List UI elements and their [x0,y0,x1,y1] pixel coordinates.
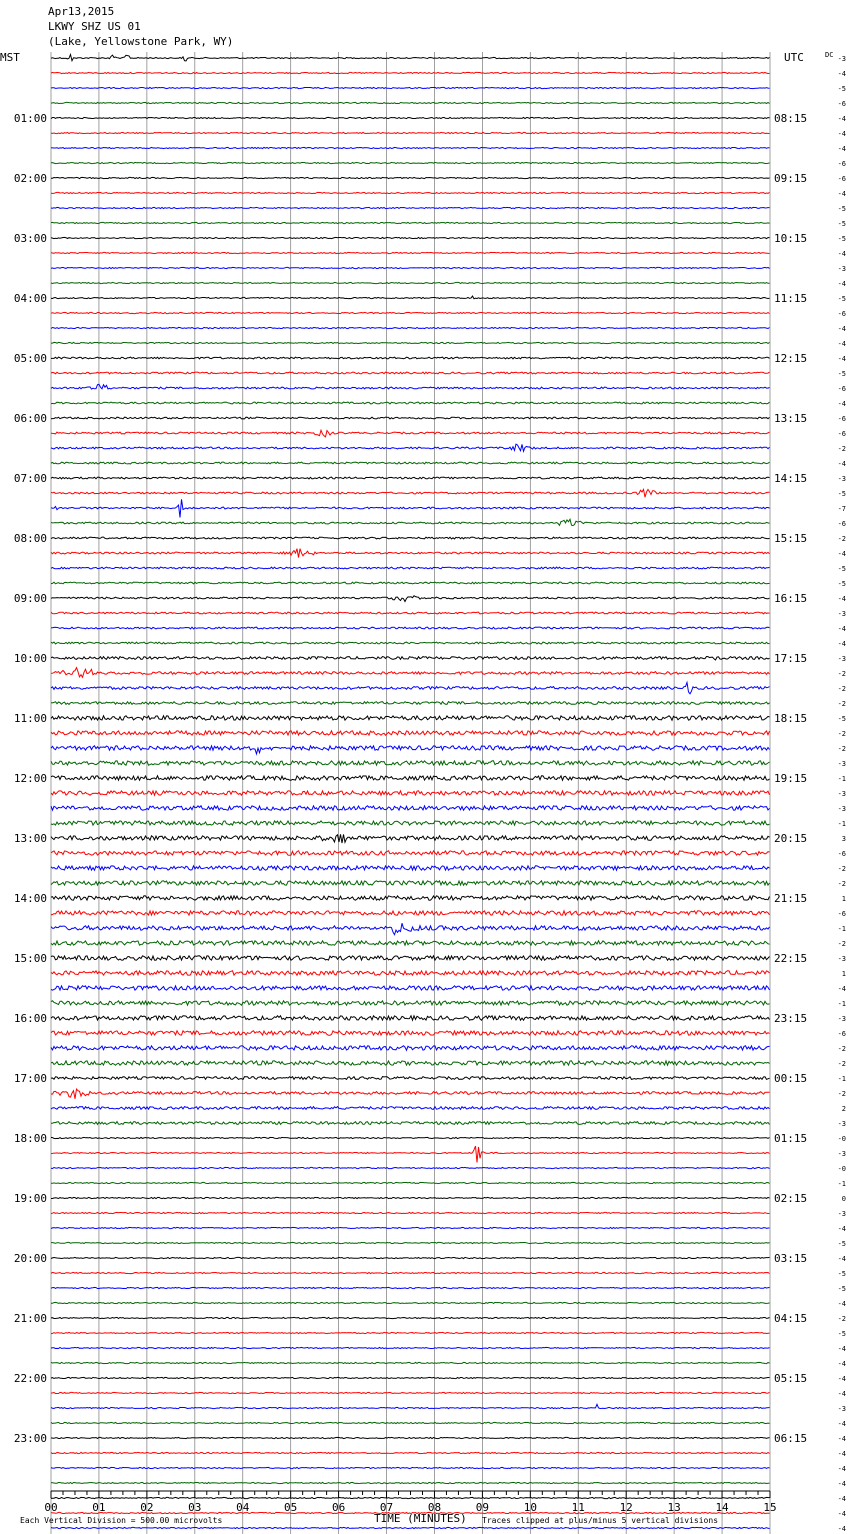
trace-offset-label: -6 [837,910,846,918]
seismic-trace [51,834,770,843]
right-timezone-label: UTC [784,51,804,64]
trace-offset-label: -2 [837,745,846,753]
utc-hour-label: 05:15 [774,1372,808,1385]
utc-hour-label: 10:15 [774,232,808,245]
seismic-trace [51,1332,770,1333]
seismic-trace [51,192,770,193]
trace-offset-label: -3 [837,955,846,963]
trace-offset-label: -2 [837,1045,846,1053]
trace-offset-label: -5 [837,370,846,378]
seismic-trace [51,296,770,299]
seismic-trace [51,519,770,525]
trace-offset-label: -6 [837,850,846,858]
trace-offset-label: -4 [837,625,846,633]
trace-offset-label: -4 [837,1420,846,1428]
trace-offset-label: -4 [837,340,846,348]
trace-offset-label: -4 [837,1525,846,1533]
seismic-trace [51,596,770,602]
trace-offset-label: -0 [837,1135,846,1143]
seismic-trace [51,1077,770,1080]
seismic-trace [51,444,770,451]
trace-offset-label: -2 [837,445,846,453]
trace-offset-label: -1 [837,1000,846,1008]
mst-hour-label: 17:00 [13,1072,47,1085]
header-station: LKWY SHZ US 01 [48,20,141,33]
trace-offset-label: -4 [837,1495,846,1503]
seismic-trace [51,612,770,614]
seismic-trace [51,1422,770,1423]
trace-offset-label: -4 [837,1450,846,1458]
trace-offset-label: -4 [837,145,846,153]
trace-offset-label: -4 [837,1255,846,1263]
seismic-trace [51,477,770,479]
seismic-trace [51,1089,770,1099]
seismic-trace [51,430,770,437]
seismic-trace [51,791,770,795]
trace-offset-label: -5 [837,205,846,213]
mst-hour-label: 03:00 [13,232,47,245]
seismic-trace [51,911,770,915]
trace-offset-label: -3 [837,1210,846,1218]
trace-offset-label: -1 [837,775,846,783]
seismic-trace [51,668,770,678]
seismic-trace [51,549,770,558]
x-tick-label: 14 [715,1501,729,1514]
seismic-trace [51,1182,770,1183]
trace-offset-label: -2 [837,700,846,708]
seismic-trace [51,1452,770,1453]
seismic-trace [51,866,770,870]
seismic-trace [51,207,770,208]
seismic-trace [51,147,770,148]
seismic-trace [51,1122,770,1125]
x-tick-label: 06 [331,1501,346,1514]
seismic-trace [51,402,770,404]
trace-offset-label: -6 [837,520,846,528]
mst-hour-label: 05:00 [13,352,47,365]
trace-offset-label: -5 [837,1330,846,1338]
x-tick-label: 05 [284,1501,298,1514]
seismic-trace [51,489,770,497]
seismic-trace [51,1137,770,1138]
trace-offset-label: -4 [837,115,846,123]
trace-offset-label: -4 [837,355,846,363]
utc-hour-label: 00:15 [774,1072,808,1085]
seismic-trace [51,851,770,855]
mst-hour-label: 13:00 [13,832,47,845]
x-tick-label: 11 [571,1501,585,1514]
trace-offset-label: -4 [837,1375,846,1383]
utc-hour-label: 09:15 [774,172,808,185]
utc-hour-label: 14:15 [774,472,808,485]
seismic-trace [51,1107,770,1110]
seismic-trace [51,267,770,268]
trace-offset-label: -1 [837,1075,846,1083]
mst-hour-label: 07:00 [13,472,47,485]
mst-hour-label: 16:00 [13,1012,47,1025]
header-location: (Lake, Yellowstone Park, WY) [48,35,234,48]
trace-offset-label: -5 [837,490,846,498]
seismic-trace [51,1362,770,1363]
seismic-trace [51,162,770,163]
trace-offset-label: -6 [837,160,846,168]
utc-hour-label: 22:15 [774,952,808,965]
utc-hour-label: 16:15 [774,592,808,605]
seismic-trace [51,1497,770,1498]
mst-hour-label: 04:00 [13,292,47,305]
utc-hour-label: 11:15 [774,292,808,305]
trace-offset-label: -6 [837,310,846,318]
utc-hour-label: 23:15 [774,1012,808,1025]
seismic-trace [51,1167,770,1168]
trace-offset-label: -4 [837,70,846,78]
seismic-trace [51,252,770,253]
trace-offset-label: -4 [837,640,846,648]
utc-hour-label: 15:15 [774,532,808,545]
trace-offset-label: -6 [837,430,846,438]
seismic-trace [51,55,770,61]
seismic-trace [51,384,770,389]
mst-hour-label: 21:00 [13,1312,47,1325]
seismic-trace [51,1227,770,1228]
trace-offset-label: -5 [837,85,846,93]
trace-offset-label: -3 [837,760,846,768]
seismic-trace [51,881,770,885]
trace-offset-label: -6 [837,415,846,423]
footer-clip-note: Traces clipped at plus/minus 5 vertical divisions [482,1516,719,1525]
seismic-trace [51,357,770,359]
mst-hour-label: 14:00 [13,892,47,905]
trace-offset-label: -1 [837,820,846,828]
trace-offset-label: -3 [837,1120,846,1128]
utc-hour-label: 08:15 [774,112,808,125]
seismic-trace [51,1392,770,1393]
x-tick-label: 01 [92,1501,106,1514]
seismic-trace [51,1046,770,1050]
utc-hour-label: 06:15 [774,1432,808,1445]
x-axis-title: TIME (MINUTES) [374,1512,467,1525]
utc-hour-label: 20:15 [774,832,808,845]
seismic-trace [51,1031,770,1035]
seismic-trace [51,1257,770,1258]
trace-offset-label: -2 [837,535,846,543]
x-tick-label: 10 [523,1501,537,1514]
trace-offset-label: -5 [837,220,846,228]
seismic-trace [51,1001,770,1005]
trace-offset-label: -6 [837,175,846,183]
seismic-trace [51,222,770,223]
trace-lines [51,55,770,1534]
trace-offset-label: -3 [837,655,846,663]
trace-offset-label: -4 [837,460,846,468]
trace-offset-label: -2 [837,1090,846,1098]
seismic-trace [51,117,770,118]
mst-hour-label: 01:00 [13,112,47,125]
utc-hour-label: 04:15 [774,1312,808,1325]
seismic-trace [51,986,770,990]
trace-offset-label: -4 [837,325,846,333]
x-tick-label: 03 [188,1501,202,1514]
seismic-trace [51,177,770,178]
seismic-trace [51,731,770,735]
trace-offset-label: 1 [841,895,846,903]
seismic-trace [51,1287,770,1288]
utc-hour-label: 03:15 [774,1252,808,1265]
seismic-trace [51,683,770,694]
seismic-trace [51,132,770,133]
trace-offset-label: -4 [837,250,846,258]
trace-offset-label: -5 [837,1270,846,1278]
utc-hour-label: 13:15 [774,412,808,425]
mst-hour-label: 22:00 [13,1372,47,1385]
x-tick-label: 00 [44,1501,58,1514]
trace-offset-label: -4 [837,1360,846,1368]
mst-hour-label: 20:00 [13,1252,47,1265]
seismic-trace [51,372,770,374]
seismic-trace [51,1146,770,1162]
utc-hour-label: 18:15 [774,712,808,725]
seismic-trace [51,1482,770,1483]
mst-hour-label: 18:00 [13,1132,47,1145]
x-tick-label: 02 [140,1501,154,1514]
mst-hour-label: 02:00 [13,172,47,185]
trace-offset-label: -5 [837,715,846,723]
seismic-trace [51,567,770,569]
trace-offset-label: -3 [837,265,846,273]
seismic-trace [51,1212,770,1213]
seismic-trace [51,237,770,238]
trace-offset-label: -6 [837,1030,846,1038]
trace-offset-label: -4 [837,1465,846,1473]
x-tick-label: 13 [667,1501,681,1514]
seismic-trace [51,327,770,328]
seismic-trace [51,956,770,960]
trace-offset-label: -4 [837,550,846,558]
seismic-trace [51,72,770,73]
trace-offset-label: -5 [837,295,846,303]
trace-offset-label: -6 [837,385,846,393]
utc-hour-label: 19:15 [774,772,808,785]
seismic-trace [51,462,770,464]
trace-offset-label: -2 [837,670,846,678]
seismic-trace [51,582,770,584]
seismic-trace [51,1016,770,1020]
trace-offset-label: -5 [837,565,846,573]
utc-hour-label: 12:15 [774,352,808,365]
seismic-trace [51,821,770,825]
trace-offset-label: -2 [837,1060,846,1068]
mst-hour-label: 15:00 [13,952,47,965]
trace-offset-label: -2 [837,865,846,873]
trace-offset-label: -4 [837,400,846,408]
mst-hour-label: 11:00 [13,712,47,725]
seismic-trace [51,1527,770,1528]
trace-offset-label: -4 [837,1390,846,1398]
seismic-trace [51,417,770,419]
header-date: Apr13,2015 [48,5,115,18]
x-tick-label: 12 [619,1501,633,1514]
mst-hour-label: 10:00 [13,652,47,665]
trace-offset-label: -4 [837,985,846,993]
mst-hour-label: 06:00 [13,412,47,425]
trace-offset-label: -0 [837,1165,846,1173]
seismic-trace [51,923,770,935]
footer-scale-note: Each Vertical Division = 500.00 microvolts [20,1516,223,1525]
trace-offset-label: -3 [837,55,846,63]
trace-offset-label: -3 [837,1015,846,1023]
trace-offset-label: -2 [837,880,846,888]
trace-offset-label: -4 [837,1510,846,1518]
trace-offset-label: -2 [837,940,846,948]
utc-hour-label: 21:15 [774,892,808,905]
trace-offset-label: 3 [841,835,846,843]
seismic-trace [51,657,770,661]
trace-offset-label: 2 [841,1105,846,1113]
utc-hour-label: 17:15 [774,652,808,665]
seismic-trace [51,1272,770,1273]
seismic-trace [51,87,770,88]
seismic-trace [51,1302,770,1303]
trace-offset-label: -1 [837,1180,846,1188]
seismic-trace [51,1197,770,1198]
mst-hour-label: 23:00 [13,1432,47,1445]
x-tick-label: 07 [379,1501,394,1514]
seismic-trace [51,806,770,810]
trace-offset-label: -5 [837,1240,846,1248]
trace-offset-label: -4 [837,1225,846,1233]
trace-offset-label: -1 [837,925,846,933]
mst-hour-label: 19:00 [13,1192,47,1205]
seismic-trace [51,1317,770,1318]
seismic-trace [51,642,770,644]
trace-offset-label: -6 [837,100,846,108]
seismic-trace [51,971,770,975]
left-timezone-label: MST [0,51,20,64]
seismic-trace [51,1437,770,1438]
trace-offset-label: -4 [837,1345,846,1353]
x-tick-label: 09 [475,1501,490,1514]
seismic-trace [51,1404,770,1408]
trace-offset-label: -4 [837,595,846,603]
trace-offset-label: -4 [837,1435,846,1443]
trace-offset-label: -2 [837,685,846,693]
dc-label: DC [825,51,834,59]
trace-offset-label: -2 [837,1315,846,1323]
utc-hour-label: 01:15 [774,1132,808,1145]
seismic-trace [51,896,770,900]
x-tick-label: 08 [427,1501,442,1514]
seismic-trace [51,537,770,539]
trace-offset-label: -5 [837,235,846,243]
seismic-trace [51,1347,770,1348]
trace-offset-label: -4 [837,280,846,288]
trace-offset-label: -3 [837,475,846,483]
seismic-trace [51,761,770,765]
trace-offset-label: -3 [837,610,846,618]
seismic-trace [51,1242,770,1243]
trace-offset-label: -4 [837,1300,846,1308]
seismic-trace [51,702,770,705]
seismic-trace [51,716,770,720]
trace-offset-label: -3 [837,805,846,813]
seismic-trace [51,342,770,343]
trace-offset-label: -3 [837,790,846,798]
trace-offset-label: 1 [841,970,846,978]
seismic-trace [51,1467,770,1468]
seismic-trace [51,776,770,780]
seismic-trace [51,1061,770,1065]
trace-offset-label: -4 [837,130,846,138]
trace-offset-label: 0 [841,1195,846,1203]
x-tick-label: 04 [236,1501,250,1514]
seismic-trace [51,282,770,283]
seismic-trace [51,312,770,313]
seismic-trace [51,102,770,103]
seismic-trace [51,627,770,629]
trace-offset-label: -5 [837,580,846,588]
trace-offset-label: -4 [837,1480,846,1488]
seismic-trace [51,1377,770,1378]
seismic-trace [51,746,770,754]
trace-offset-label: -4 [837,190,846,198]
trace-offset-label: -2 [837,730,846,738]
trace-offset-label: -3 [837,1150,846,1158]
trace-offset-label: -5 [837,1285,846,1293]
x-tick-label: 15 [763,1501,777,1514]
mst-hour-label: 09:00 [13,592,47,605]
trace-offset-label: -3 [837,1405,846,1413]
mst-hour-label: 08:00 [13,532,47,545]
seismic-trace [51,499,770,517]
utc-hour-label: 02:15 [774,1192,808,1205]
trace-offset-label: -7 [837,505,846,513]
mst-hour-label: 12:00 [13,772,47,785]
seismic-trace [51,941,770,945]
